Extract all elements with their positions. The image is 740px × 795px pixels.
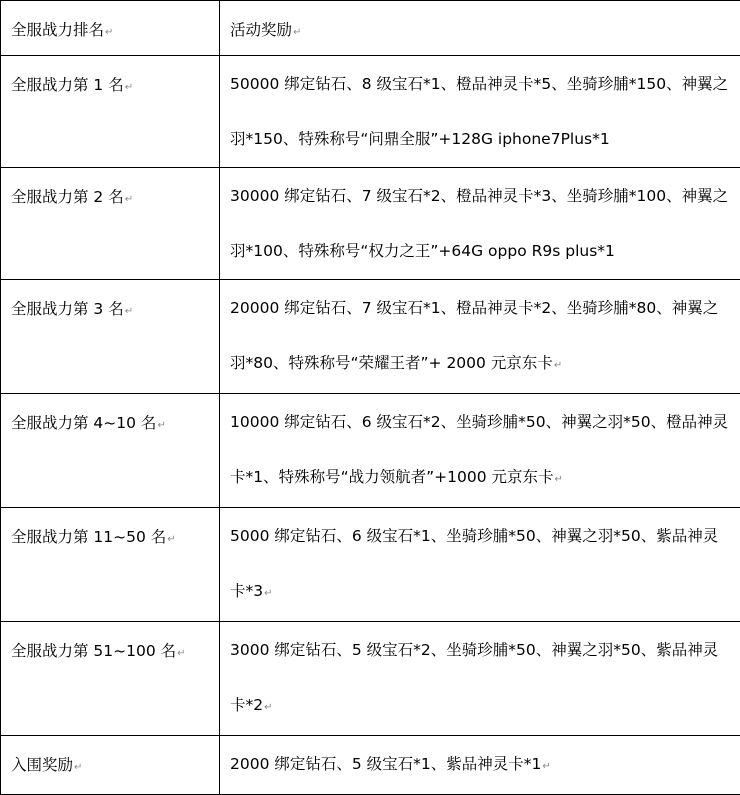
rank-cell <box>1 736 220 795</box>
rank-cell <box>1 280 220 394</box>
reward-text: 50000 绑定钻石、8 级宝石*1、橙品神灵卡*5、坐骑珍脯*150、神翼之羽*150、特殊称号“问鼎全服”+128G iphone7Plus*1 <box>230 75 728 148</box>
paragraph-mark-icon: ↵ <box>177 648 185 659</box>
reward-cell <box>220 56 740 168</box>
table-row <box>1 622 740 736</box>
reward-text: 5000 绑定钻石、6 级宝石*1、坐骑珍脯*50、神翼之羽*50、紫品神灵卡*3 <box>230 527 718 600</box>
reward-cell <box>220 622 740 736</box>
reward-cell <box>220 394 740 508</box>
rank-text: 入围奖励 <box>11 756 73 774</box>
reward-text: 2000 绑定钻石、5 级宝石*1、紫品神灵卡*1 <box>230 755 541 773</box>
paragraph-mark-icon: ↵ <box>293 27 301 38</box>
reward-text: 20000 绑定钻石、7 级宝石*1、橙品神灵卡*2、坐骑珍脯*80、神翼之羽*80、特殊称号“荣耀王者”+ 2000 元京东卡 <box>230 299 718 372</box>
rank-text: 全服战力第 3 名 <box>11 300 124 318</box>
table-row <box>1 736 740 795</box>
rank-text: 全服战力第 4~10 名 <box>11 414 156 432</box>
reward-text: 10000 绑定钻石、6 级宝石*2、坐骑珍脯*50、神翼之羽*50、橙品神灵卡*1、特殊称号“战力领航者”+1000 元京东卡 <box>230 413 728 486</box>
rank-cell <box>1 508 220 622</box>
paragraph-mark-icon: ↵ <box>167 534 175 545</box>
paragraph-mark-icon: ↵ <box>555 474 563 485</box>
paragraph-mark-icon: ↵ <box>125 194 133 205</box>
reward-text: 3000 绑定钻石、5 级宝石*2、坐骑珍脯*50、神翼之羽*50、紫品神灵卡*2 <box>230 641 718 714</box>
paragraph-mark-icon: ↵ <box>74 762 82 773</box>
paragraph-mark-icon: ↵ <box>554 360 562 371</box>
table-row <box>1 56 740 168</box>
rank-text: 全服战力第 11~50 名 <box>11 528 166 546</box>
paragraph-mark-icon: ↵ <box>264 702 272 713</box>
rank-cell <box>1 622 220 736</box>
table-row <box>1 168 740 280</box>
rank-text: 全服战力第 2 名 <box>11 188 124 206</box>
paragraph-mark-icon: ↵ <box>157 420 165 431</box>
paragraph-mark-icon: ↵ <box>125 306 133 317</box>
header-reward-label: 活动奖励 <box>230 21 292 39</box>
paragraph-mark-icon: ↵ <box>542 761 550 772</box>
reward-cell <box>220 508 740 622</box>
reward-text: 30000 绑定钻石、7 级宝石*2、橙品神灵卡*3、坐骑珍脯*100、神翼之羽*100、特殊称号“权力之王”+64G oppo R9s plus*1 <box>230 187 728 260</box>
header-rank <box>1 1 220 56</box>
paragraph-mark-icon: ↵ <box>105 27 113 38</box>
reward-cell <box>220 280 740 394</box>
rank-cell <box>1 168 220 280</box>
reward-cell <box>220 736 740 795</box>
table-row <box>1 394 740 508</box>
rank-text: 全服战力第 1 名 <box>11 76 124 94</box>
header-rank-label: 全服战力排名 <box>11 21 104 39</box>
reward-cell <box>220 168 740 280</box>
table-row <box>1 280 740 394</box>
paragraph-mark-icon: ↵ <box>125 82 133 93</box>
paragraph-mark-icon: ↵ <box>264 588 272 599</box>
rank-cell <box>1 394 220 508</box>
rank-cell <box>1 56 220 168</box>
rank-text: 全服战力第 51~100 名 <box>11 642 176 660</box>
table-row <box>1 508 740 622</box>
